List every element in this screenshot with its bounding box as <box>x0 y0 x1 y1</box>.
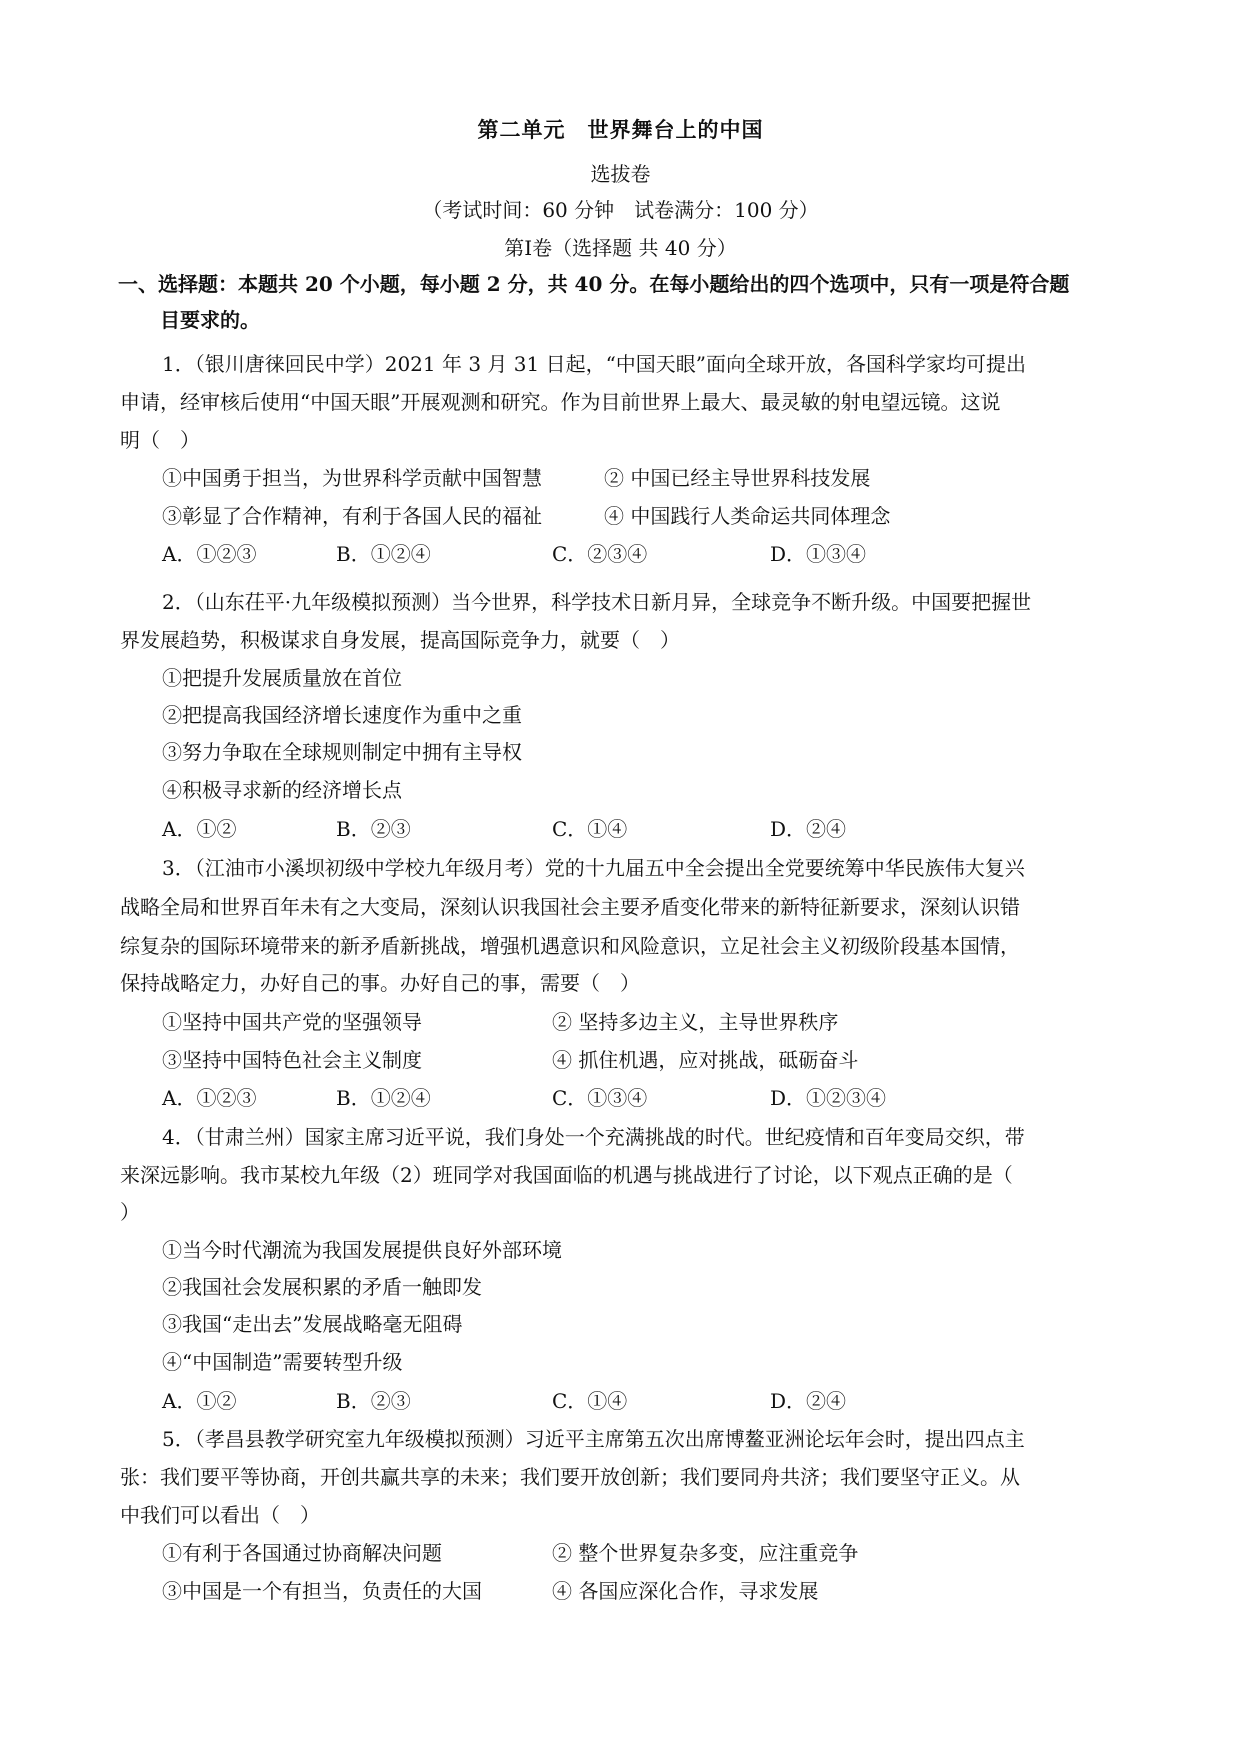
statement-1: ①当今时代潮流为我国发展提供良好外部环境 <box>162 1238 562 1262</box>
option-b[interactable]: B．①②④ <box>336 1086 431 1110</box>
option-d[interactable]: D．①②③④ <box>770 1086 887 1110</box>
part-one-heading: 第Ⅰ卷（选择题 共 40 分） <box>504 236 737 260</box>
statement-2: ② 整个世界复杂多变，应注重竞争 <box>552 1541 859 1565</box>
question-text-line: 1．（银川唐徕回民中学）2021 年 3 月 31 日起，“中国天眼”面向全球开放，各国科学家均可提出 <box>162 352 1027 376</box>
statement-1: ①有利于各国通过协商解决问题 <box>162 1541 442 1565</box>
statement-4: ④积极寻求新的经济增长点 <box>162 778 402 802</box>
option-c[interactable]: C．②③④ <box>552 542 648 566</box>
option-b[interactable]: B．②③ <box>336 817 411 841</box>
question-text-line: 张：我们要平等协商，开创共赢共享的未来；我们要开放创新；我们要同舟共济；我们要坚守正义。从 <box>120 1465 1020 1489</box>
statement-1: ①坚持中国共产党的坚强领导 <box>162 1010 422 1034</box>
statement-2: ②把提高我国经济增长速度作为重中之重 <box>162 703 522 727</box>
statement-4: ④ 中国践行人类命运共同体理念 <box>604 504 891 528</box>
question-text-line: 5．（孝昌县教学研究室九年级模拟预测）习近平主席第五次出席博鳌亚洲论坛年会时，提出四点主 <box>162 1427 1025 1451</box>
page-title: 第二单元 世界舞台上的中国 <box>477 117 764 142</box>
section-heading-line1: 一、选择题：本题共 20 个小题，每小题 2 分，共 40 分。在每小题给出的四个选项中，只有一项是符合题 <box>118 272 1070 296</box>
statement-3: ③我国“走出去”发展战略毫无阻碍 <box>162 1312 463 1336</box>
statement-2: ② 中国已经主导世界科技发展 <box>604 466 871 490</box>
option-a[interactable]: A．①②③ <box>162 1086 257 1110</box>
option-c[interactable]: C．①④ <box>552 1389 628 1413</box>
statement-3: ③彰显了合作精神，有利于各国人民的福祉 <box>162 504 542 528</box>
question-text-line: 战略全局和世界百年未有之大变局，深刻认识我国社会主要矛盾变化带来的新特征新要求，深刻认识错 <box>120 895 1020 919</box>
statement-3: ③中国是一个有担当，负责任的大国 <box>162 1579 482 1603</box>
question-text-line: 申请，经审核后使用“中国天眼”开展观测和研究。作为目前世界上最大、最灵敏的射电望远镜。这说 <box>120 390 1001 414</box>
question-text-line: 综复杂的国际环境带来的新矛盾新挑战，增强机遇意识和风险意识，立足社会主义初级阶段基本国情， <box>120 934 1020 958</box>
question-text-line: ） <box>120 1200 140 1224</box>
statement-2: ②我国社会发展积累的矛盾一触即发 <box>162 1275 482 1299</box>
statement-3: ③坚持中国特色社会主义制度 <box>162 1048 422 1072</box>
option-d[interactable]: D．②④ <box>770 1389 847 1413</box>
question-text-line: 4．（甘肃兰州）国家主席习近平说，我们身处一个充满挑战的时代。世纪疫情和百年变局交织，带 <box>162 1125 1025 1149</box>
question-text-line: 3．（江油市小溪坝初级中学校九年级月考）党的十九届五中全会提出全党要统筹中华民族伟大复兴 <box>162 856 1025 880</box>
question-text-line: 界发展趋势，积极谋求自身发展，提高国际竞争力，就要（ ） <box>120 628 680 652</box>
question-text-line: 2．（山东茌平·九年级模拟预测）当今世界，科学技术日新月异，全球竞争不断升级。中国要把握世 <box>162 590 1032 614</box>
question-text-line: 保持战略定力，办好自己的事。办好自己的事，需要（ ） <box>120 971 640 995</box>
statement-4: ④ 抓住机遇，应对挑战，砥砺奋斗 <box>552 1048 859 1072</box>
statement-4: ④“中国制造”需要转型升级 <box>162 1350 403 1374</box>
option-a[interactable]: A．①② <box>162 817 237 841</box>
question-text-line: 明（ ） <box>120 428 200 452</box>
option-c[interactable]: C．①③④ <box>552 1086 648 1110</box>
question-text-line: 中我们可以看出（ ） <box>120 1503 320 1527</box>
option-c[interactable]: C．①④ <box>552 817 628 841</box>
option-a[interactable]: A．①② <box>162 1389 237 1413</box>
statement-3: ③努力争取在全球规则制定中拥有主导权 <box>162 740 522 764</box>
statement-1: ①中国勇于担当，为世界科学贡献中国智慧 <box>162 466 542 490</box>
statement-1: ①把提升发展质量放在首位 <box>162 666 402 690</box>
option-a[interactable]: A．①②③ <box>162 542 257 566</box>
section-heading-line2: 目要求的。 <box>160 308 260 332</box>
page-subtitle: 选拔卷 <box>590 162 651 186</box>
option-b[interactable]: B．①②④ <box>336 542 431 566</box>
option-d[interactable]: D．①③④ <box>770 542 867 566</box>
exam-info: （考试时间：60 分钟 试卷满分：100 分） <box>422 198 819 222</box>
question-text-line: 来深远影响。我市某校九年级（2）班同学对我国面临的机遇与挑战进行了讨论，以下观点正确的是（ <box>120 1163 1013 1187</box>
statement-4: ④ 各国应深化合作，寻求发展 <box>552 1579 819 1603</box>
option-d[interactable]: D．②④ <box>770 817 847 841</box>
statement-2: ② 坚持多边主义，主导世界秩序 <box>552 1010 839 1034</box>
option-b[interactable]: B．②③ <box>336 1389 411 1413</box>
